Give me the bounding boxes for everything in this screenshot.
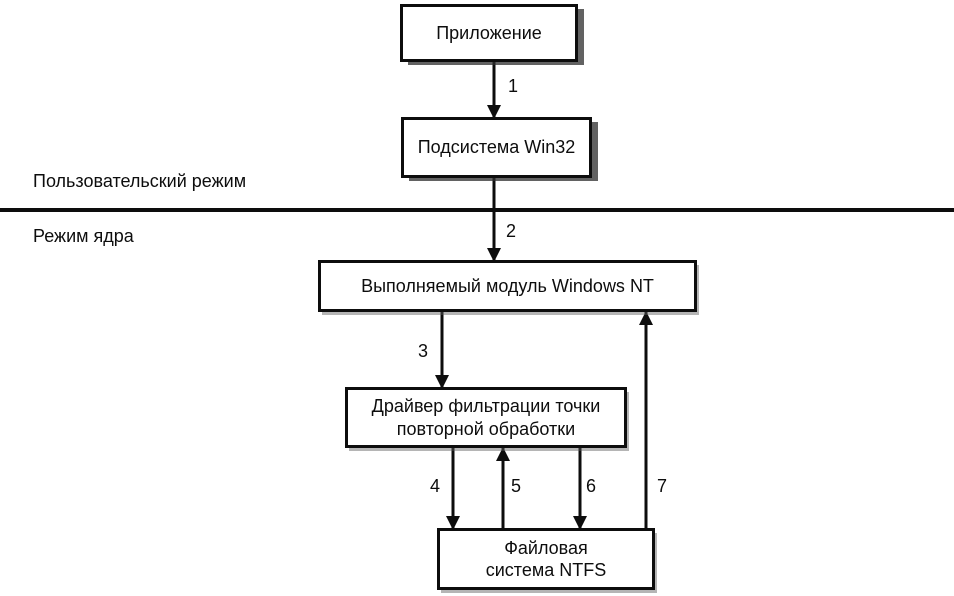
nt-executive-node-label: Выполняемый модуль Windows NT: [361, 275, 654, 296]
application-node-label: Приложение: [436, 22, 542, 43]
arrow-7: [639, 312, 653, 529]
ntfs-node: [437, 528, 655, 590]
arrow-3: [435, 312, 449, 388]
arrow-1-label: 1: [508, 76, 519, 96]
application-node: [400, 4, 578, 62]
arrow-2-label: 2: [506, 221, 517, 241]
ntfs-node-label-line1: Файловая: [504, 537, 588, 558]
arrow-5: [496, 448, 510, 529]
kernel-mode-label: Режим ядра: [33, 226, 134, 246]
win32-subsystem-node-label: Подсистема Win32: [417, 137, 576, 158]
user-kernel-mode-divider: [0, 208, 954, 212]
arrow-3-label: 3: [418, 341, 429, 361]
arrow-4-label: 4: [430, 476, 441, 496]
nt-executive-node: [318, 260, 697, 312]
filter-driver-node-label-line2: повторной обработки: [396, 418, 576, 439]
filter-driver-node-label-line1: Драйвер фильтрации точки: [371, 396, 601, 416]
arrow-2: [487, 178, 501, 261]
arrow-up-icon: [496, 447, 510, 461]
arrow-5-label: 5: [511, 476, 522, 496]
filter-driver-node: [345, 387, 627, 448]
arrow-1: [487, 62, 501, 118]
arrow-6-label: 6: [586, 476, 597, 496]
arrow-7-shaft: [645, 312, 648, 529]
ntfs-node-label-line2: система NTFS: [485, 560, 607, 580]
arrow-4: [446, 448, 460, 529]
win32-subsystem-node: [401, 117, 592, 178]
arrow-6: [573, 448, 587, 529]
user-mode-label: Пользовательский режим: [33, 171, 247, 191]
arrow-up-icon: [639, 311, 653, 325]
arrow-7-label: 7: [657, 476, 668, 496]
